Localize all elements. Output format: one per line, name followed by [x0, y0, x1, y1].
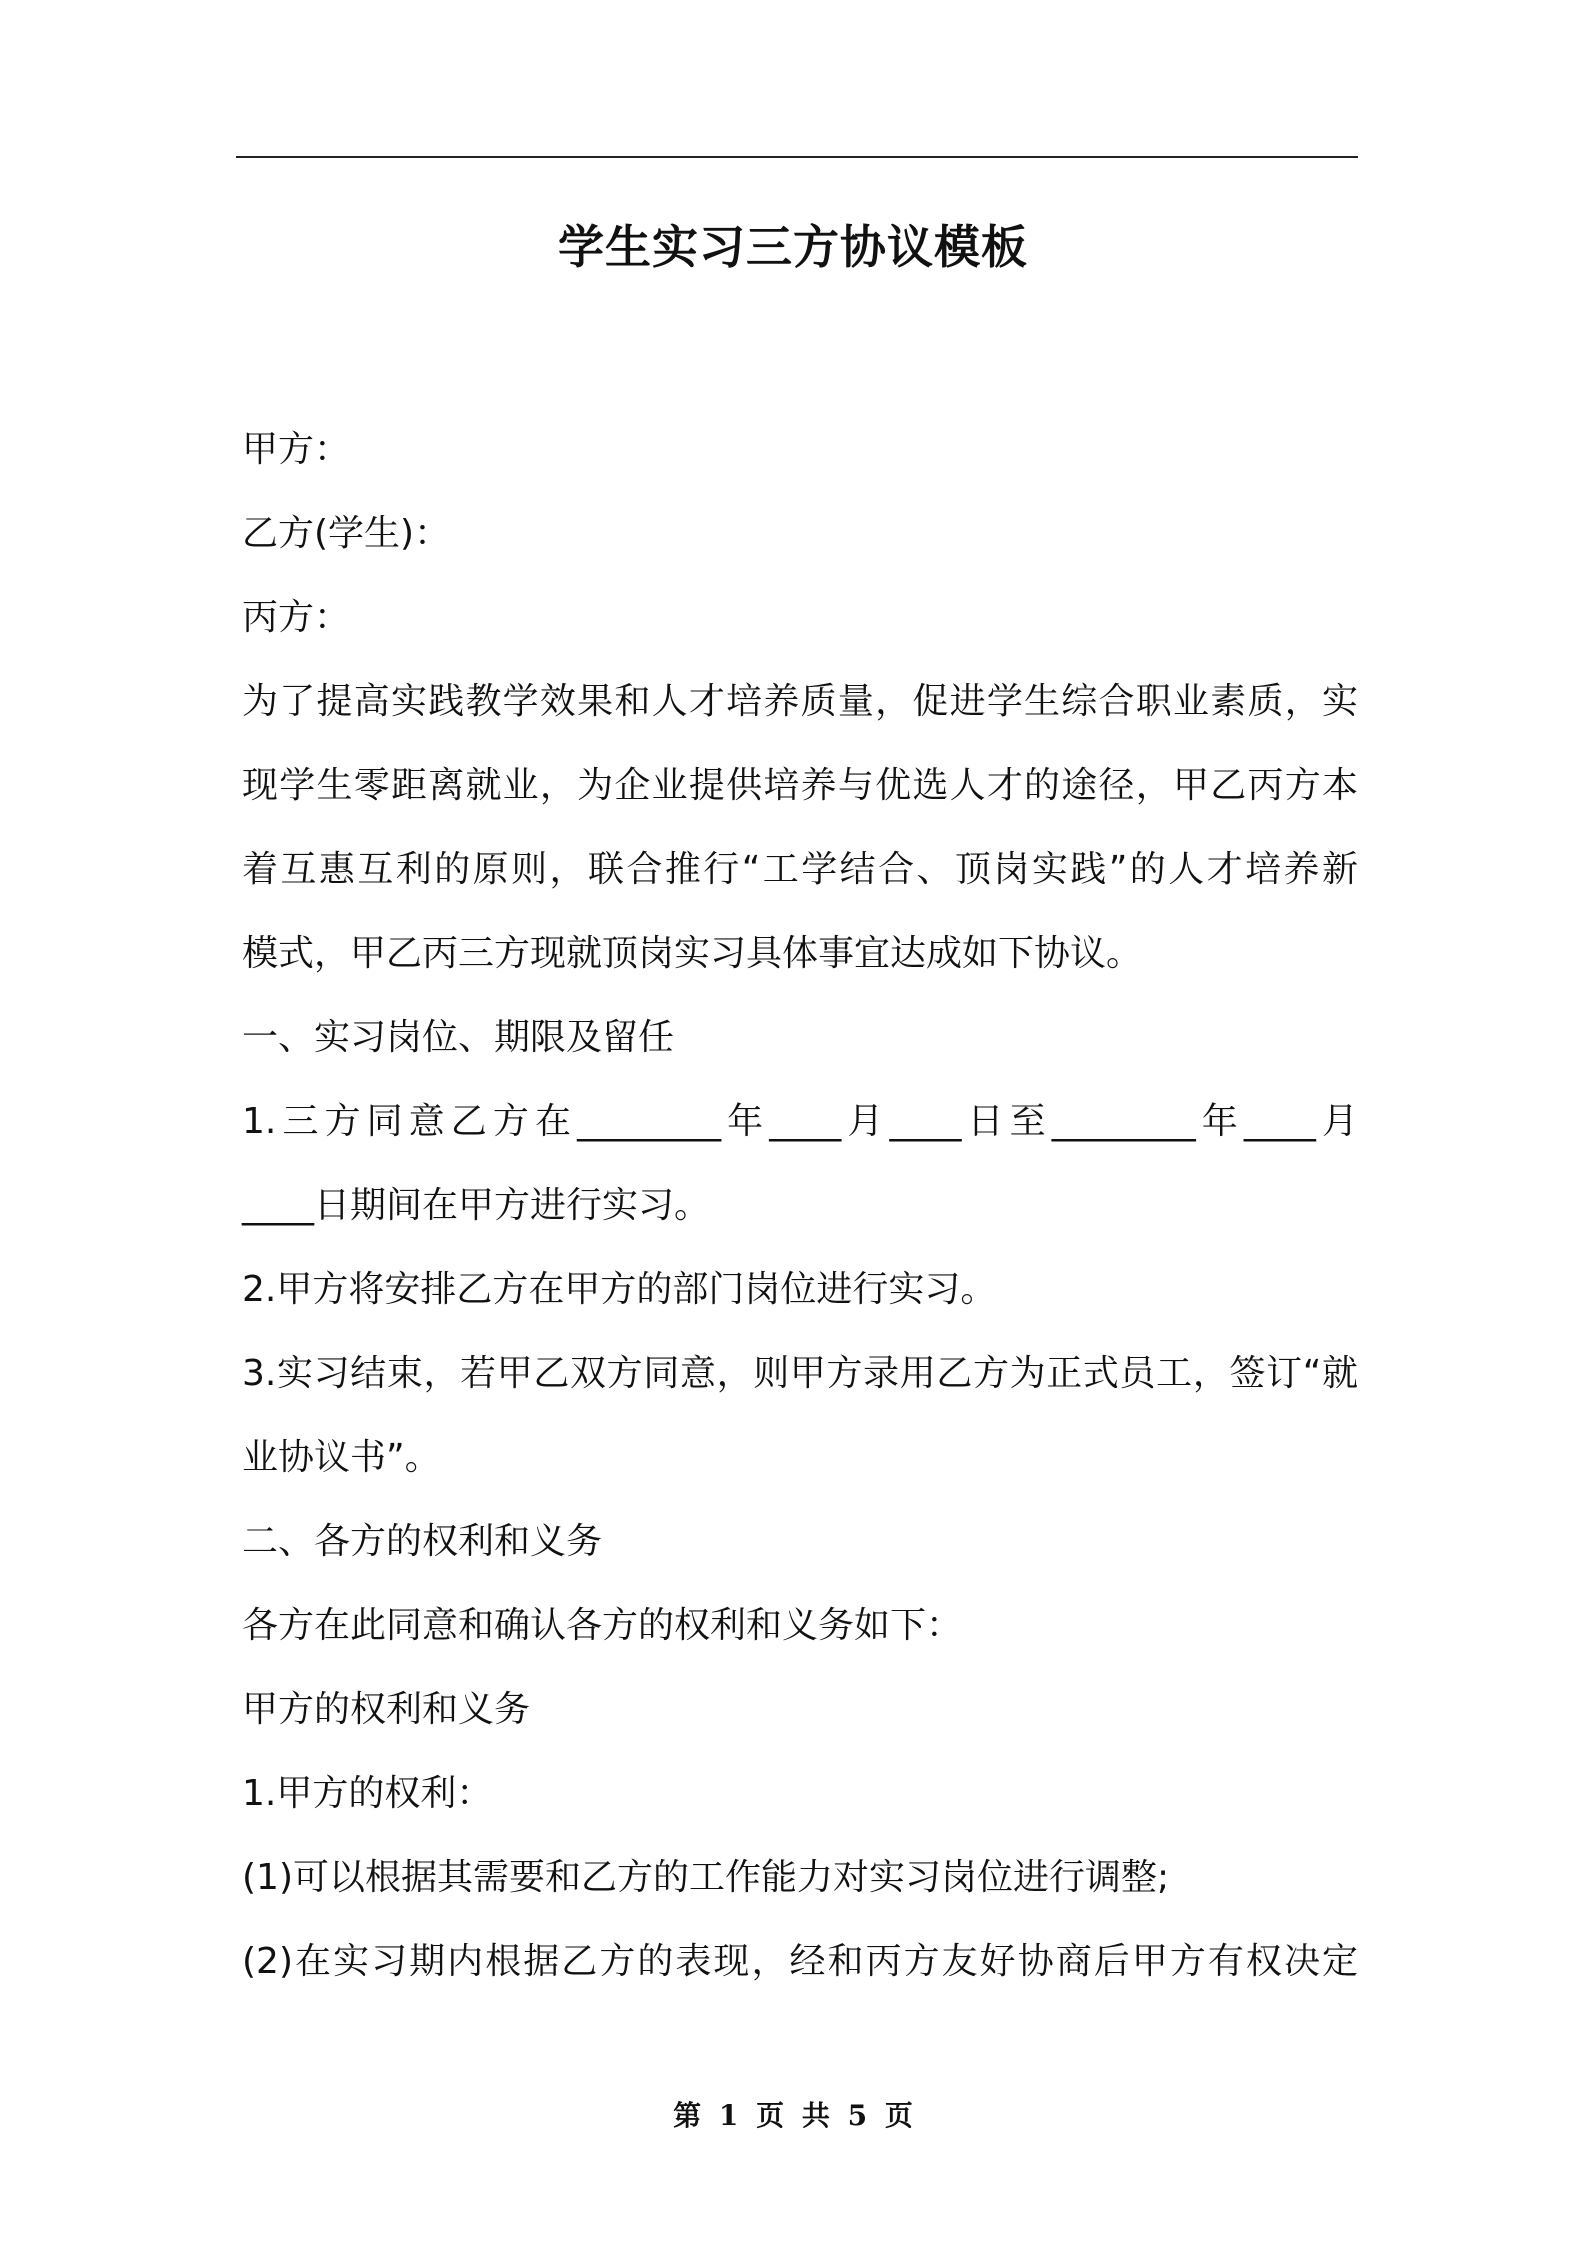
clause-2: 2.甲方将安排乙方在甲方的部门岗位进行实习。 — [242, 1269, 997, 1310]
preamble-line-2: 现学生零距离就业，为企业提供培养与优选人才的途径，甲乙丙方本 — [242, 765, 1358, 806]
party-a-line: 甲方： — [242, 429, 351, 470]
preamble-line-3: 着互惠互利的原则，联合推行“工学结合、顶岗实践”的人才培养新 — [242, 849, 1358, 890]
party-c-line: 丙方： — [242, 597, 351, 638]
party-a-rights-label: 1.甲方的权利： — [242, 1773, 493, 1814]
section-heading-2: 二、各方的权利和义务 — [242, 1521, 603, 1562]
document-title: 学生实习三方协议模板 — [558, 220, 1028, 274]
preamble-line-4: 模式，甲乙丙三方现就顶岗实习具体事宜达成如下协议。 — [242, 933, 1143, 974]
section-heading-1: 一、实习岗位、期限及留任 — [242, 1017, 675, 1058]
right-item-2: (2)在实习期内根据乙方的表现，经和丙方友好协商后甲方有权决定 — [242, 1941, 1358, 1982]
page-number-footer: 第 1 页 共 5 页 — [673, 2099, 913, 2132]
header-rule — [236, 156, 1358, 158]
rights-intro: 各方在此同意和确认各方的权利和义务如下： — [242, 1605, 963, 1646]
party-b-line: 乙方(学生)： — [242, 513, 451, 554]
clause-3-line-2: 业协议书”。 — [242, 1437, 441, 1478]
document-body — [242, 408, 1358, 2004]
right-item-1: (1)可以根据其需要和乙方的工作能力对实习岗位进行调整; — [242, 1857, 1170, 1898]
preamble-line-1: 为了提高实践教学效果和人才培养质量，促进学生综合职业素质，实 — [242, 681, 1358, 722]
clause-1-line-1: 1.三方同意乙方在________年____月____日至________年____月 — [242, 1101, 1358, 1142]
clause-1-line-2: ____日期间在甲方进行实习。 — [242, 1185, 711, 1226]
clause-3-line-1: 3.实习结束，若甲乙双方同意，则甲方录用乙方为正式员工，签订“就 — [242, 1353, 1358, 1394]
party-a-rights-heading: 甲方的权利和义务 — [242, 1689, 531, 1730]
